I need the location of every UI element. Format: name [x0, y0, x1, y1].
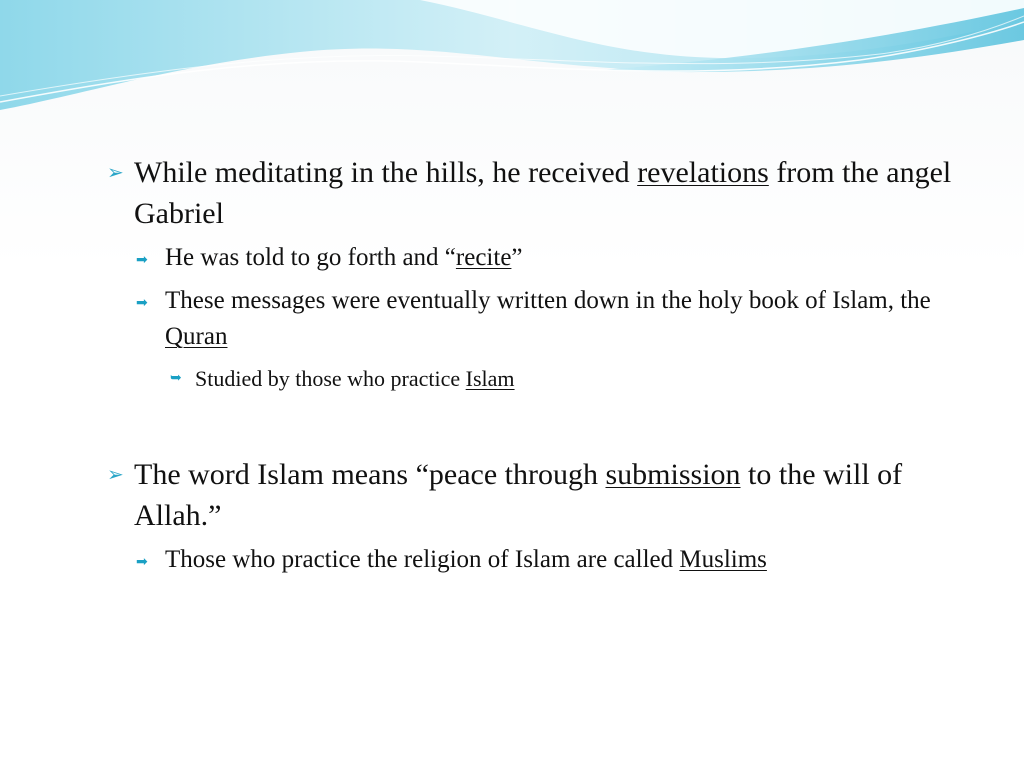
- bullet-revelations: [107, 152, 987, 234]
- bullet-submission: [107, 454, 987, 536]
- bullet-text: [165, 240, 976, 276]
- text-segment: These messages were eventually written down in the holy book of Islam, the: [165, 287, 931, 314]
- keyword-islam: Islam: [465, 366, 515, 391]
- chevron-right-icon: ➢: [107, 160, 124, 184]
- text-segment: from the angel Gabriel: [134, 156, 952, 230]
- text-segment: Studied by those who practice: [195, 366, 466, 391]
- text-segment: to the will of Allah.”: [134, 458, 903, 532]
- bullet-text: [195, 364, 970, 394]
- keyword-quran: Quran: [165, 323, 228, 350]
- chevron-right-icon: ➢: [107, 462, 124, 486]
- keyword-revelations: revelations: [637, 156, 769, 189]
- sub-sub-bullet-islam: [170, 364, 970, 394]
- text-segment: ”: [511, 244, 523, 271]
- keyword-submission: submission: [605, 458, 741, 491]
- bullet-text: [134, 152, 987, 234]
- arrow-right-icon: ➡: [136, 295, 148, 311]
- keyword-muslims: Muslims: [679, 546, 767, 573]
- sub-bullet-recite: [136, 240, 976, 276]
- keyword-recite: recite: [455, 244, 512, 271]
- bullet-text: [134, 454, 987, 536]
- sub-bullet-quran: [136, 283, 976, 355]
- arrow-right-icon: ➡: [136, 252, 148, 268]
- text-segment: While meditating in the hills, he received: [134, 156, 638, 189]
- text-segment: The word Islam means “peace through: [134, 458, 606, 491]
- arrow-right-icon: ➡: [136, 554, 148, 570]
- curved-arrow-icon: ➥: [170, 370, 182, 386]
- text-segment: Those who practice the religion of Islam are called: [165, 546, 680, 573]
- bullet-text: [165, 283, 976, 355]
- bullet-text: [165, 542, 976, 578]
- text-segment: He was told to go forth and “: [165, 244, 456, 271]
- sub-bullet-muslims: [136, 542, 976, 578]
